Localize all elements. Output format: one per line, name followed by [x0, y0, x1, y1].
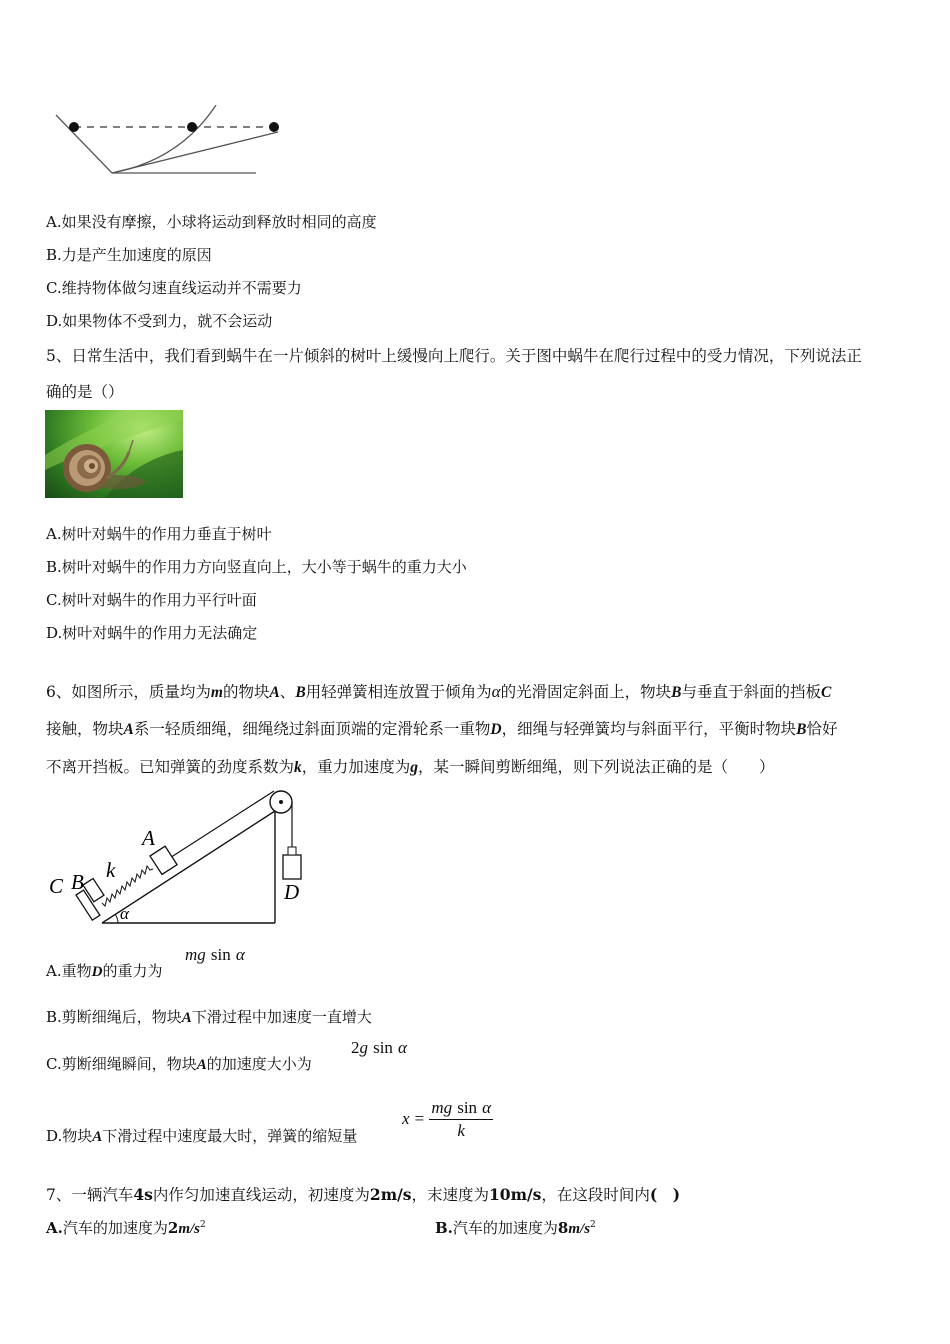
q6-option-a-formula: mg sin α: [185, 945, 245, 964]
q6-option-b: B.剪断细绳后，物块A下滑过程中加速度一直增大: [46, 1008, 372, 1026]
q5-stem-line1: 5、日常生活中，我们看到蜗牛在一片倾斜的树叶上缓慢向上爬行。关于图中蜗牛在爬行过程中的受力情况，下列说法正: [46, 347, 862, 365]
incline-diagram: [46, 785, 316, 930]
q6-stem-line1: 6、如图所示，质量均为m的物块A、B用轻弹簧相连放置于倾角为α的光滑固定斜面上，物块B与垂直于斜面的挡板C: [46, 682, 832, 701]
shallow-ramp: [112, 132, 278, 173]
q5-option-c: C.树叶对蜗牛的作用力平行叶面: [46, 591, 257, 609]
q6-option-c: C.剪断细绳瞬间，物块A的加速度大小为: [46, 1055, 312, 1073]
label-alpha: α: [120, 904, 129, 923]
q6-stem-line3: 不离开挡板。已知弹簧的劲度系数为k，重力加速度为g，某一瞬间剪断细绳，则下列说法正确的是（ ）: [46, 758, 775, 776]
weight-d: [283, 855, 301, 879]
label-k: k: [106, 858, 116, 882]
ball-right: [269, 122, 279, 132]
q7-option-b: B.汽车的加速度为$8m/s^2$: [435, 1219, 596, 1237]
label-d: D: [284, 880, 300, 904]
q6-option-c-formula: 2g sin α: [351, 1038, 407, 1057]
q4-option-a: A.如果没有摩擦，小球将运动到释放时相同的高度: [46, 213, 377, 231]
q4-option-c: C.维持物体做匀速直线运动并不需要力: [46, 279, 302, 297]
ramp-diagram: [50, 105, 290, 180]
q4-option-b: B.力是产生加速度的原因: [46, 246, 212, 264]
fraction: $\frac{\text{mg sin α}}{k}$: [431, 1098, 492, 1140]
q6-option-d: D.物块A下滑过程中速度最大时，弹簧的缩短量: [46, 1127, 358, 1145]
weight-cap: [288, 847, 296, 855]
angle-arc: [115, 914, 118, 923]
q4-option-d: D.如果物体不受到力，就不会运动: [46, 312, 273, 330]
snail-photo: [45, 410, 183, 498]
block-a: [150, 846, 177, 874]
q5-option-a: A.树叶对蜗牛的作用力垂直于树叶: [46, 525, 272, 543]
pulley-axle: [279, 800, 283, 804]
snail-illustration: [45, 410, 183, 498]
q6-option-d-formula: x = $\frac{\text{mg sin α}}{k}$: [402, 1098, 492, 1140]
ball-middle: [187, 122, 197, 132]
left-ramp: [56, 115, 112, 173]
q6-option-a: A.重物D的重力为: [46, 962, 163, 980]
q5-option-d: D.树叶对蜗牛的作用力无法确定: [46, 624, 258, 642]
q6-stem-line2: 接触，物块A系一轻质细绳，细绳绕过斜面顶端的定滑轮系一重物D，细绳与轻弹簧均与斜面平行，平衡时物块B恰好: [46, 720, 838, 738]
label-c: C: [49, 874, 64, 898]
q7-option-a: A.汽车的加速度为$2m/s^2$: [46, 1219, 206, 1237]
q5-option-b: B.树叶对蜗牛的作用力方向竖直向上，大小等于蜗牛的重力大小: [46, 558, 467, 576]
label-a: A: [142, 826, 155, 850]
ball-left: [69, 122, 79, 132]
label-b: B: [71, 870, 84, 894]
curved-ramp: [112, 105, 216, 173]
rope-top: [162, 791, 274, 863]
q7-stem: 7、一辆汽车4s内作匀加速直线运动，初速度为2m/s，末速度为10m/s，在这段时间内( ): [46, 1185, 681, 1204]
q5-stem-line2: 确的是（）: [46, 383, 124, 401]
